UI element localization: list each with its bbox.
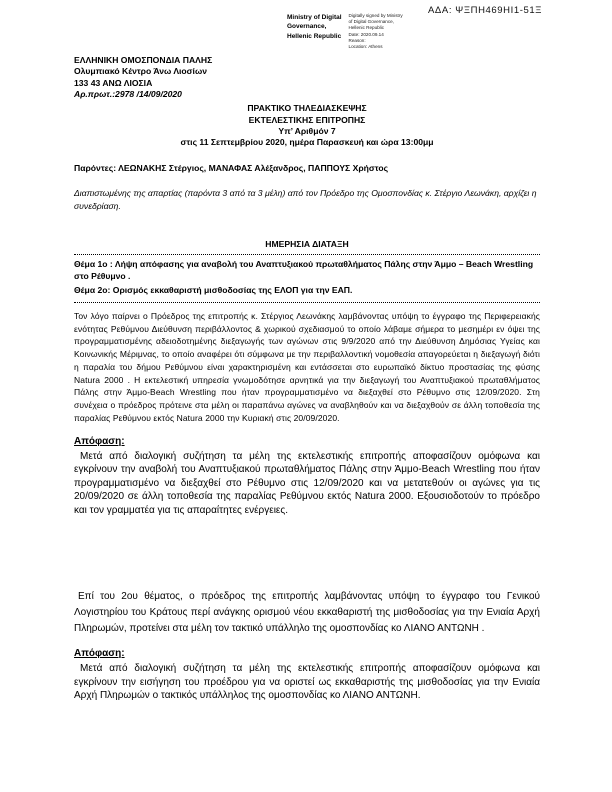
attendees-line <box>74 163 540 173</box>
decision1-text: Μετά από διαλογική συζήτηση τα μέλη της εκτελεστικής επιτροπής αποφασίζουν ομόφωνα και εγκρίνουν την αναβολή του Αναπτυξιακού πρωταθλήματος Πάλης στην Άμμο-Beach Wrestling που ήταν προγραμματισμένο να διεξαχθεί στο Ρέθυμνο στις 12/09/2020 και να μετατεθούν οι αγώνες για τις 20/09/2020 σε άλλη τοποθεσία της παραλίας Ρεθύμνου εκτός Natura 2000. Εξουσιοδοτούν το πρόεδρο και τον γραμματέα για τις απαραίτητες ενέργειες. <box>74 450 540 516</box>
signature-line: Digitally signed by Ministry <box>348 13 403 18</box>
agenda-heading: ΗΜΕΡΗΣΙΑ ΔΙΑΤΑΞΗ <box>265 238 349 249</box>
address-line-1: Ολυμπιακό Κέντρο Άνω Λιοσίων <box>74 66 207 77</box>
dotted-separator <box>74 300 540 303</box>
decision1-label: Απόφαση: <box>74 435 125 447</box>
dotted-separator <box>74 252 540 255</box>
signature-line: Reason: <box>348 37 366 43</box>
digital-signature-stamp <box>287 13 427 50</box>
title-line-3: Υπ’ Αριθμόν 7 <box>278 126 336 137</box>
ministry-line: Hellenic Republic <box>287 32 342 40</box>
quorum-statement: Διαπιστωμένης της απαρτίας (παρόντα 3 από τα 3 μέλη) από τον Πρόεδρο της Ομοσπονδίας κ. Στέργιο Λεωνάκη, αρχίζει η συνεδρίαση. <box>74 187 537 211</box>
decision2-label: Απόφαση: <box>74 648 125 660</box>
signature-line: of Digital Governance, <box>348 19 394 25</box>
agenda-topics <box>74 258 540 297</box>
organization-name: ΕΛΛΗΝΙΚΗ ΟΜΟΣΠΟΝΔΙΑ ΠΑΛΗΣ <box>74 55 213 65</box>
protocol-number: Αρ.πρωτ.:2978 /14/09/2020 <box>74 89 182 100</box>
attendees-names: ΛΕΩΝΑΚΗΣ Στέργιος, ΜΑΝΑΦΑΣ Αλέξανδρος, ΠΑΠΠΟΥΣ Χρήστος <box>116 162 389 173</box>
agenda-topic-2: Θέμα 2ο: Ορισμός εκκαθαριστή μισθοδοσίας της ΕΛΟΠ για την ΕΑΠ. <box>74 285 353 296</box>
title-line-2: ΕΚΤΕΛΕΣΤΙΚΗΣ ΕΠΙΤΡΟΠΗΣ <box>248 114 366 125</box>
ministry-line: Ministry of Digital <box>287 14 342 21</box>
document-content <box>74 55 540 703</box>
ada-code: ΑΔΑ: ΨΞΠΗ469ΗΙ1-51Ξ <box>428 5 543 16</box>
letterhead <box>74 55 540 100</box>
title-line-1: ΠΡΑΚΤΙΚΟ ΤΗΛΕΔΙΑΣΚΕΨΗΣ <box>247 103 367 114</box>
topic2-discussion: Επί του 2ου θέματος, ο πρόεδρος της επιτροπής λαμβάνοντας υπόψη το έγγραφο του Γενικού Λογιστηρίου του Κράτους περί ανάγκης ορισμού νέου εκκαθαριστή της μισθοδοσίας για την Ενιαία Αρχή Πληρωμών, προτείνει στα μέλη τον τακτικό υπάλληλο της ομοσπονδίας κο ΛΙΑΝΟ ΑΝΤΩΝΗ . <box>74 591 540 635</box>
document-title <box>74 103 540 148</box>
ministry-line: Governance, <box>287 23 327 31</box>
decision2-text: Μετά από διαλογική συζήτηση τα μέλη της εκτελεστικής επιτροπής αποφασίζουν ομόφωνα και εγκρίνουν την εισήγηση του προέδρου για να οριστεί ως εκκαθαριστής της μισθοδοσίας για την Ενιαία Αρχή Πληρωμών ο τακτικός υπάλληλος της ομοσπονδίας κο ΛΙΑΝΟ ΑΝΤΩΝΗ. <box>74 663 540 702</box>
signature-line: Date: 2020.09.14 <box>348 31 384 37</box>
ministry-name <box>287 13 342 50</box>
address-line-2: 133 43 ΑΝΩ ΛΙΟΣΙΑ <box>74 77 153 88</box>
signature-line: Location: Athens <box>348 43 383 49</box>
attendees-label: Παρόντες: <box>74 162 117 173</box>
signature-details <box>349 13 427 50</box>
title-line-4: στις 11 Σεπτεμβρίου 2020, ημέρα Παρασκευή και ώρα 13:00μμ <box>180 137 434 148</box>
signature-line: Hellenic Republic <box>348 25 385 31</box>
agenda-topic-1: Θέμα 1ο : Λήψη απόφασης για αναβολή του Αναπτυξιακού πρωταθλήματος Πάλης στην Άμμο – Beach Wrestling στο Ρέθυμνο . <box>74 258 534 281</box>
topic1-discussion: Τον λόγο παίρνει ο Πρόεδρος της επιτροπής κ. Στέργιος Λεωνάκης λαμβάνοντας υπόψη το έγγραφο της Περιφερειακής ενότητας Ρεθύμνου Διεύθυνση περιβάλλοντος & χωρικού σχεδιασμού το οποίο λάβαμε σήμερα το μεσημέρι εν όψει της προγραμματισμένης αδειοδοτημένης διεξαγωγής των αγώνων στις 9/9/2020 από την Διεύθυνση Δημόσιας Υγείας και Κοινωνικής Μέριμνας, το οποίο αναφέρει ότι σύμφωνα με την περιβαλλοντική νομοθεσία απαγορεύεται η διεξαγωγή διότι η παραλία του δήμου Ρεθύμνου είναι χαρακτηρισμένη και εντάσσεται στο ευρωπαϊκό δίκτυο προστασίας της φύσης Natura 2000 . Η εκτελεστική υπηρεσία γνωμοδότησε αρνητικά για την διεξαγωγή του Αναπτυξιακού πρωταθλήματος Πάλης στην Άμμο-Beach Wrestling που ήταν προγραμματισμένο να διεξαχθεί στο Ρέθυμνο στις 12/09/2020. Στη συνέχεια ο πρόεδρος πρότεινε στα μέλη οι παραπάνω αγώνες να αναβληθούν και να διεξαχθούν σε άλλη τοποθεσία της παραλίας Ρεθύμνου εκτός Natura 2000 την Κυριακή στις 20/09/2020. <box>74 310 540 423</box>
